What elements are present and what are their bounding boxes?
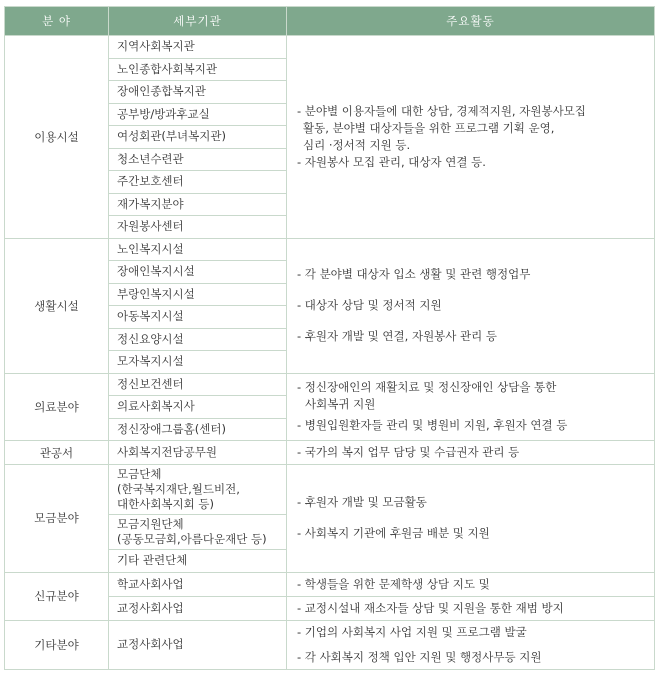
activity-cell <box>287 620 655 669</box>
institution-line: (공동모금회,아름다운재단 등) <box>117 532 267 546</box>
institution-cell: 공부방/방과후교실 <box>109 103 287 126</box>
institution-cell: 모자복지시설 <box>109 351 287 374</box>
activity-line: - 기업의 사회복지 사업 지원 및 프로그램 발굴 <box>297 624 527 639</box>
institution-cell: 지역사회복지관 <box>109 36 287 59</box>
activity-line: - 학생들을 위한 문제학생 상담 지도 및 <box>297 576 490 591</box>
activity-line: - 국가의 복지 업무 담당 및 수급권자 관리 등 <box>297 445 520 459</box>
activity-cell <box>287 441 655 465</box>
activity-line: - 각 사회복지 정책 입안 지원 및 행정사무등 지원 <box>297 649 542 664</box>
activity-line: - 교정시설내 재소자들 상담 및 지원을 통한 재범 방지 <box>297 600 564 615</box>
activity-line: 활동, 분야별 대상자들을 위한 프로그램 기획 운영, <box>303 120 555 135</box>
institution-cell: 노인종합사회복지관 <box>109 58 287 81</box>
category-cell: 신규분야 <box>5 572 109 620</box>
activity-line: - 대상자 상담 및 정서적 지원 <box>297 298 442 312</box>
activity-cell <box>287 36 655 239</box>
institution-cell <box>109 465 287 515</box>
activity-line: - 자원봉사 모집 관리, 대상자 연결 등. <box>297 154 486 169</box>
institution-cell: 정신요양시설 <box>109 328 287 351</box>
activity-line: - 후원자 개발 및 연결, 자원봉사 관리 등 <box>297 329 498 343</box>
institution-cell: 청소년수련관 <box>109 148 287 171</box>
activity-cell <box>287 373 655 441</box>
activity-line: - 사회복지 기관에 후원금 배분 및 지원 <box>297 526 490 541</box>
institution-line: 모금단체 <box>117 467 162 481</box>
activity-line: - 후원자 개발 및 모금활동 <box>297 495 427 510</box>
activity-cell <box>287 465 655 573</box>
header-row <box>5 7 655 36</box>
institution-line: 대한사회복지회 등) <box>117 497 215 511</box>
activity-line: - 각 분야별 대상자 입소 생활 및 관련 행정업무 <box>297 267 531 281</box>
category-cell: 이용시설 <box>5 36 109 239</box>
category-cell: 생활시설 <box>5 238 109 373</box>
institution-cell: 교정사회사업 <box>109 620 287 669</box>
activity-cell <box>287 238 655 373</box>
activity-line: - 정신장애인의 재활치료 및 정신장애인 상담을 통한 <box>297 380 557 395</box>
institution-cell: 장애인복지시설 <box>109 261 287 284</box>
institution-cell: 교정사회사업 <box>109 596 287 620</box>
institution-cell: 사회복지전담공무원 <box>109 441 287 465</box>
institution-cell: 노인복지시설 <box>109 238 287 261</box>
activity-line: - 병원입원환자들 관리 및 병원비 지원, 후원자 연결 등 <box>297 418 568 433</box>
category-cell: 모금분야 <box>5 465 109 573</box>
institution-cell: 아동복지시설 <box>109 306 287 329</box>
institution-cell: 기타 관련단체 <box>109 550 287 573</box>
table-row <box>5 441 655 465</box>
institution-cell <box>109 515 287 550</box>
institution-line: 모금지원단체 <box>117 517 184 531</box>
institution-cell: 장애인종합복지관 <box>109 81 287 104</box>
table-row <box>5 572 655 596</box>
institution-cell: 여성회관(부녀복지관) <box>109 126 287 149</box>
table-row <box>5 465 655 515</box>
welfare-fields-table <box>4 6 655 670</box>
header-activities: 주요활동 <box>287 7 655 36</box>
activity-line: 사회복귀 지원 <box>305 397 376 412</box>
institution-cell: 부랑인복지시설 <box>109 283 287 306</box>
table-row <box>5 373 655 396</box>
activity-cell <box>287 572 655 596</box>
table-row <box>5 620 655 669</box>
institution-cell: 재가복지분야 <box>109 193 287 216</box>
institution-cell: 정신장애그룹홈(센터) <box>109 418 287 441</box>
header-field: 분 야 <box>5 7 109 36</box>
institution-cell: 주간보호센터 <box>109 171 287 194</box>
institution-cell: 자원봉사센터 <box>109 216 287 239</box>
category-cell: 관공서 <box>5 441 109 465</box>
table-row <box>5 36 655 59</box>
activity-line: - 분야별 이용자들에 대한 상담, 경제적지원, 자원봉사모집 <box>297 103 586 118</box>
category-cell: 의료분야 <box>5 373 109 441</box>
table-row <box>5 238 655 261</box>
institution-cell: 학교사회사업 <box>109 572 287 596</box>
category-cell: 기타분야 <box>5 620 109 669</box>
activity-cell <box>287 596 655 620</box>
institution-cell: 정신보건센터 <box>109 373 287 396</box>
institution-line: (한국복지재단,월드비전, <box>117 482 240 496</box>
activity-line: 심리 ·정서적 지원 등. <box>303 137 411 152</box>
institution-cell: 의료사회복지사 <box>109 396 287 419</box>
header-institution: 세부기관 <box>109 7 287 36</box>
